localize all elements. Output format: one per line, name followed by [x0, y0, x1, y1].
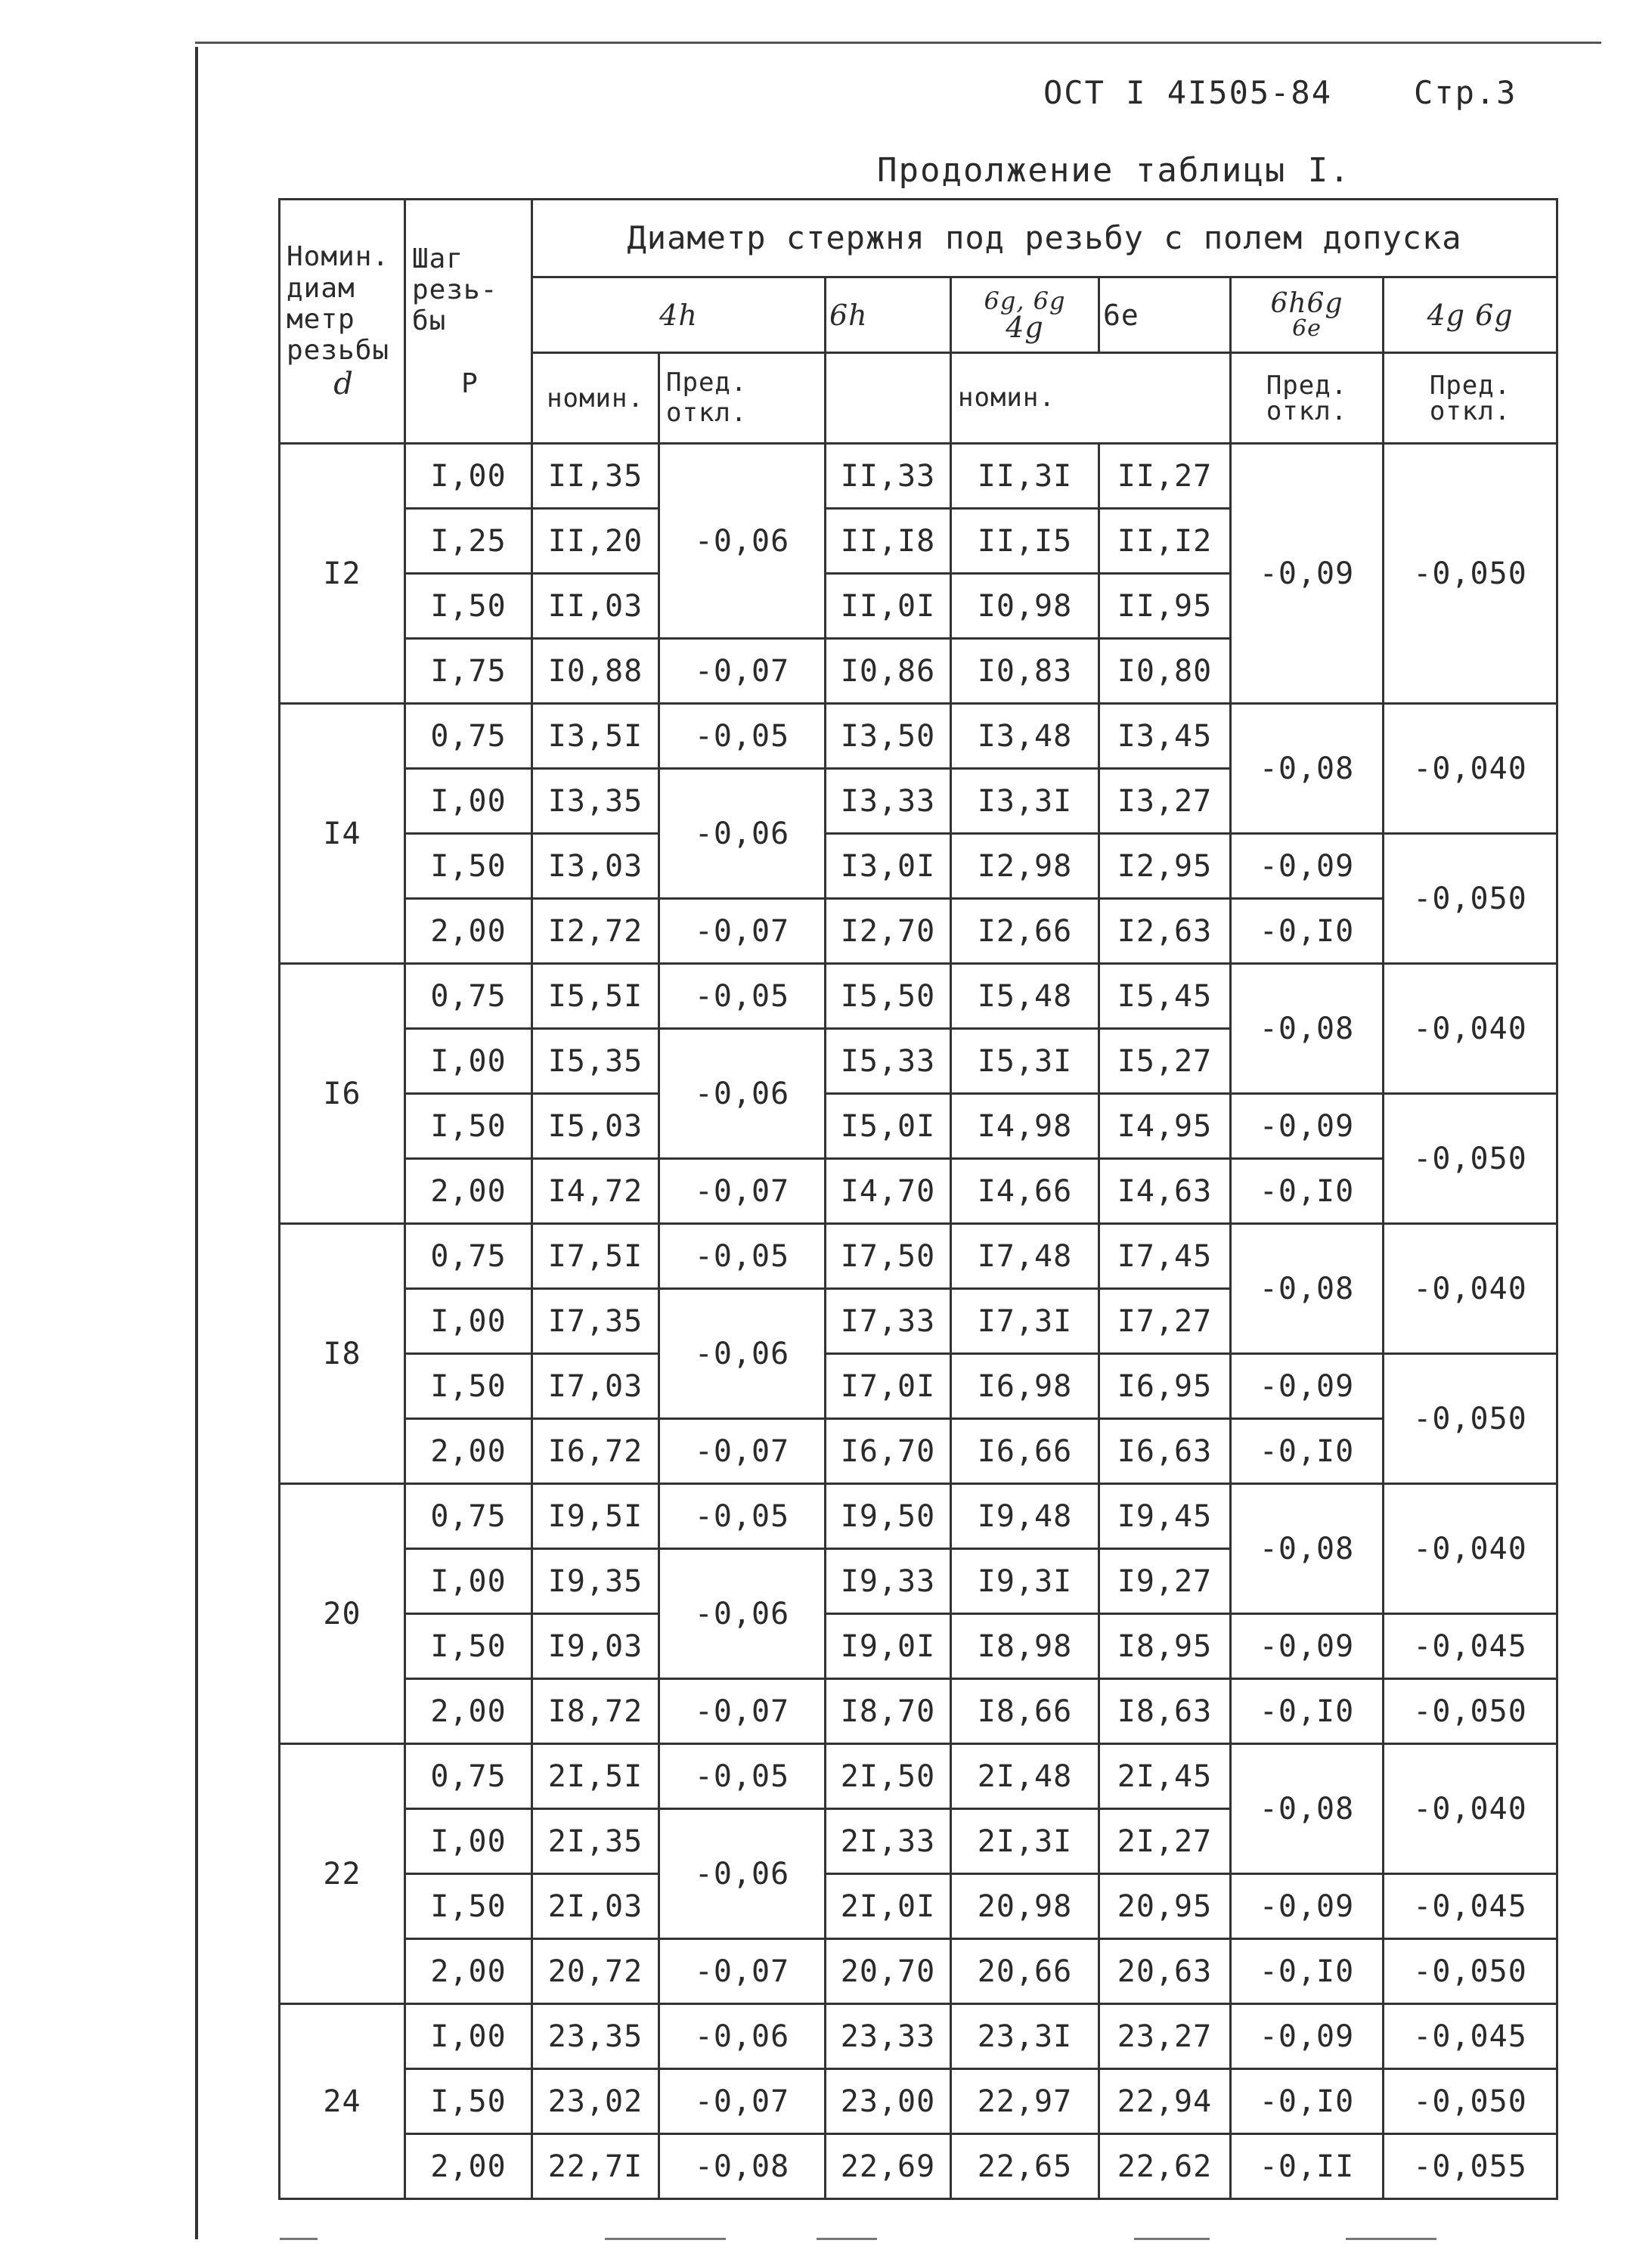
nominal-4g6g-cell: I4,66 [951, 1159, 1099, 1224]
thread-step-cell: I,50 [405, 834, 532, 899]
nominal-diameter-cell: I4 [280, 704, 405, 964]
nominal-6h-cell: 2I,50 [826, 1744, 951, 1809]
deviation-6h6g6e-cell: -0,08 [1231, 1224, 1384, 1354]
nominal-4h-cell: 20,72 [532, 1939, 659, 2004]
nominal-4h-cell: I7,5I [532, 1224, 659, 1289]
thread-step-cell: 2,00 [405, 2134, 532, 2199]
nominal-6e-cell: I3,45 [1099, 704, 1231, 769]
deviation-6h6g6e-cell: -0,I0 [1231, 1679, 1384, 1744]
nominal-6e-cell: 22,62 [1099, 2134, 1231, 2199]
table-row [280, 899, 1557, 964]
nominal-6h-cell: II,33 [826, 444, 951, 509]
nominal-6h-cell: I3,0I [826, 834, 951, 899]
table-row [280, 1224, 1557, 1289]
deviation-4h-cell: -0,05 [659, 964, 826, 1029]
nominal-4g6g-cell: 20,66 [951, 1939, 1099, 2004]
nominal-4g6g-cell: 22,65 [951, 2134, 1099, 2199]
nominal-diameter-cell: I2 [280, 444, 405, 704]
nominal-6h-cell: I9,33 [826, 1549, 951, 1614]
deviation-6h6g6e-cell: -0,09 [1231, 1094, 1384, 1159]
nominal-diameter-cell: I8 [280, 1224, 405, 1484]
nominal-diameter-cell: 24 [280, 2004, 405, 2199]
header-tol-4h: 4h [532, 277, 826, 353]
table-row [280, 1939, 1557, 2004]
nominal-4g6g-cell: I7,3I [951, 1289, 1099, 1354]
header-tol-4g6g-base: 4g [1006, 310, 1044, 344]
deviation-4g6g-cell: -0,050 [1384, 834, 1557, 964]
nominal-4h-cell: I7,35 [532, 1289, 659, 1354]
nominal-6h-cell: 20,70 [826, 1939, 951, 2004]
nominal-4g6g-cell: I7,48 [951, 1224, 1099, 1289]
thread-step-cell: 0,75 [405, 964, 532, 1029]
page-frame-top [195, 42, 1601, 44]
nominal-6h-cell: I2,70 [826, 899, 951, 964]
deviation-4h-cell: -0,07 [659, 639, 826, 704]
nominal-6h-cell: I5,33 [826, 1029, 951, 1094]
deviation-4h-cell: -0,06 [659, 2004, 826, 2069]
nominal-4h-cell: I0,88 [532, 639, 659, 704]
nominal-6e-cell: 22,94 [1099, 2069, 1231, 2134]
deviation-4g6g-cell: -0,040 [1384, 1484, 1557, 1614]
table-row [280, 1614, 1557, 1679]
nominal-6h-cell: 2I,33 [826, 1809, 951, 1874]
nominal-6h-cell: I4,70 [826, 1159, 951, 1224]
header-tol-4g6g-last: 4g 6g [1384, 277, 1557, 353]
deviation-6h6g6e-cell: -0,08 [1231, 704, 1384, 834]
nominal-4h-cell: II,35 [532, 444, 659, 509]
table-row [280, 1159, 1557, 1224]
nominal-4g6g-cell: I6,98 [951, 1354, 1099, 1419]
nominal-4h-cell: 2I,03 [532, 1874, 659, 1939]
deviation-4h-cell: -0,07 [659, 1419, 826, 1484]
thread-step-cell: I,00 [405, 1029, 532, 1094]
nominal-4h-cell: I8,72 [532, 1679, 659, 1744]
bottom-edge-marks [0, 2238, 1627, 2242]
header-nominal-others: номин. [951, 353, 1231, 444]
edge-mark [1134, 2238, 1210, 2240]
nominal-6e-cell: I2,63 [1099, 899, 1231, 964]
thread-step-cell: I,00 [405, 1809, 532, 1874]
table-row [280, 1484, 1557, 1549]
thread-step-cell: I,50 [405, 1614, 532, 1679]
nominal-diameter-cell: 20 [280, 1484, 405, 1744]
nominal-4g6g-cell: I5,3I [951, 1029, 1099, 1094]
table-row [280, 2004, 1557, 2069]
header-tol-6h6g6e-bottom: 6e [1292, 314, 1322, 342]
thread-step-cell: I,50 [405, 1354, 532, 1419]
deviation-6h6g6e-cell: -0,I0 [1231, 1419, 1384, 1484]
deviation-4g6g-cell: -0,050 [1384, 1939, 1557, 2004]
table-header [280, 200, 1557, 444]
nominal-4h-cell: I9,03 [532, 1614, 659, 1679]
nominal-6h-cell: I9,50 [826, 1484, 951, 1549]
nominal-6h-cell: I8,70 [826, 1679, 951, 1744]
nominal-6e-cell: I4,95 [1099, 1094, 1231, 1159]
deviation-4g6g-cell: -0,055 [1384, 2134, 1557, 2199]
header-step-symbol: P [461, 368, 479, 400]
nominal-6e-cell: I9,45 [1099, 1484, 1231, 1549]
nominal-6e-cell: I9,27 [1099, 1549, 1231, 1614]
nominal-4h-cell: I2,72 [532, 899, 659, 964]
nominal-6h-cell: I3,33 [826, 769, 951, 834]
nominal-6h-cell: I7,50 [826, 1224, 951, 1289]
nominal-6e-cell: I2,95 [1099, 834, 1231, 899]
nominal-6h-cell: 2I,0I [826, 1874, 951, 1939]
deviation-4g6g-cell: -0,040 [1384, 704, 1557, 834]
nominal-6h-cell: I5,0I [826, 1094, 951, 1159]
nominal-4h-cell: I5,5I [532, 964, 659, 1029]
header-dev-4h: Пред. откл. [659, 353, 826, 444]
deviation-6h6g6e-cell: -0,II [1231, 2134, 1384, 2199]
deviation-4h-cell: -0,05 [659, 1224, 826, 1289]
deviation-4g6g-cell: -0,045 [1384, 1614, 1557, 1679]
nominal-4g6g-cell: I0,83 [951, 639, 1099, 704]
table-row [280, 1874, 1557, 1939]
nominal-4h-cell: II,20 [532, 509, 659, 574]
thread-step-cell: I,75 [405, 639, 532, 704]
table-row [280, 1354, 1557, 1419]
nominal-6h-cell: 23,00 [826, 2069, 951, 2134]
nominal-6e-cell: I8,95 [1099, 1614, 1231, 1679]
nominal-6e-cell: II,27 [1099, 444, 1231, 509]
deviation-4h-cell: -0,07 [659, 1159, 826, 1224]
nominal-4h-cell: 2I,5I [532, 1744, 659, 1809]
header-tol-6h6g6e [1231, 277, 1384, 353]
deviation-6h6g6e-cell: -0,I0 [1231, 1159, 1384, 1224]
nominal-6h-cell: I6,70 [826, 1419, 951, 1484]
table-body [280, 444, 1557, 2199]
nominal-4h-cell: I6,72 [532, 1419, 659, 1484]
deviation-4h-cell: -0,08 [659, 2134, 826, 2199]
deviation-4h-cell: -0,06 [659, 1029, 826, 1159]
deviation-6h6g6e-cell: -0,08 [1231, 1744, 1384, 1874]
deviation-4h-cell: -0,07 [659, 2069, 826, 2134]
deviation-6h6g6e-cell: -0,09 [1231, 1614, 1384, 1679]
nominal-4g6g-cell: I9,48 [951, 1484, 1099, 1549]
deviation-6h6g6e-cell: -0,09 [1231, 1874, 1384, 1939]
nominal-4h-cell: II,03 [532, 574, 659, 639]
thread-step-cell: 2,00 [405, 1939, 532, 2004]
table-row [280, 1419, 1557, 1484]
nominal-6e-cell: I5,27 [1099, 1029, 1231, 1094]
table-row [280, 964, 1557, 1029]
nominal-6e-cell: II,95 [1099, 574, 1231, 639]
thread-step-cell: I,50 [405, 1094, 532, 1159]
nominal-4h-cell: 22,7I [532, 2134, 659, 2199]
nominal-6e-cell: 20,95 [1099, 1874, 1231, 1939]
deviation-6h6g6e-cell: -0,I0 [1231, 2069, 1384, 2134]
nominal-4h-cell: I3,35 [532, 769, 659, 834]
nominal-diameter-cell: I6 [280, 964, 405, 1224]
deviation-4h-cell: -0,06 [659, 1289, 826, 1419]
nominal-4h-cell: I9,5I [532, 1484, 659, 1549]
header-tol-6h6g6e-top: 6h6g [1270, 287, 1343, 319]
edge-mark [605, 2238, 726, 2240]
deviation-4h-cell: -0,07 [659, 899, 826, 964]
nominal-6h-cell: I7,0I [826, 1354, 951, 1419]
nominal-4g6g-cell: I8,66 [951, 1679, 1099, 1744]
deviation-4h-cell: -0,06 [659, 1549, 826, 1679]
header-blank-6h [826, 353, 951, 444]
table-row [280, 1679, 1557, 1744]
nominal-6h-cell: I9,0I [826, 1614, 951, 1679]
deviation-4g6g-cell: -0,040 [1384, 1224, 1557, 1354]
thread-step-cell: I,50 [405, 574, 532, 639]
nominal-6e-cell: 2I,27 [1099, 1809, 1231, 1874]
header-tol-6h: 6h [826, 277, 951, 353]
nominal-6e-cell: II,I2 [1099, 509, 1231, 574]
header-nominal-symbol: d [333, 366, 354, 401]
deviation-4h-cell: -0,05 [659, 1744, 826, 1809]
deviation-4g6g-cell: -0,050 [1384, 444, 1557, 704]
page-frame-left [195, 47, 198, 2239]
header-tol-6h6g6e-stack [1270, 287, 1343, 342]
nominal-6e-cell: 23,27 [1099, 2004, 1231, 2069]
nominal-6h-cell: I3,50 [826, 704, 951, 769]
nominal-6e-cell: I4,63 [1099, 1159, 1231, 1224]
deviation-4g6g-cell: -0,050 [1384, 1354, 1557, 1484]
header-tol-4g6g [951, 277, 1099, 353]
header-nominal-diameter [280, 200, 405, 444]
nominal-4g6g-cell: 23,3I [951, 2004, 1099, 2069]
nominal-6h-cell: I7,33 [826, 1289, 951, 1354]
nominal-6e-cell: I6,95 [1099, 1354, 1231, 1419]
thread-step-cell: 0,75 [405, 704, 532, 769]
table-row [280, 834, 1557, 899]
thread-step-cell: I,50 [405, 1874, 532, 1939]
nominal-4g6g-cell: I6,66 [951, 1419, 1099, 1484]
thread-step-cell: I,25 [405, 509, 532, 574]
nominal-4g6g-cell: II,I5 [951, 509, 1099, 574]
nominal-6h-cell: 23,33 [826, 2004, 951, 2069]
deviation-6h6g6e-cell: -0,09 [1231, 2004, 1384, 2069]
nominal-4g6g-cell: 20,98 [951, 1874, 1099, 1939]
thread-step-cell: I,00 [405, 1549, 532, 1614]
header-tol-6e: 6e [1099, 277, 1231, 353]
nominal-4h-cell: I5,03 [532, 1094, 659, 1159]
nominal-6e-cell: I3,27 [1099, 769, 1231, 834]
deviation-4g6g-cell: -0,040 [1384, 1744, 1557, 1874]
nominal-4g6g-cell: 2I,3I [951, 1809, 1099, 1874]
nominal-4h-cell: I4,72 [532, 1159, 659, 1224]
deviation-4h-cell: -0,05 [659, 1484, 826, 1549]
table-row [280, 2134, 1557, 2199]
nominal-6e-cell: I7,45 [1099, 1224, 1231, 1289]
nominal-6h-cell: I0,86 [826, 639, 951, 704]
nominal-4g6g-cell: I5,48 [951, 964, 1099, 1029]
nominal-6e-cell: 20,63 [1099, 1939, 1231, 2004]
nominal-4g6g-cell: I9,3I [951, 1549, 1099, 1614]
thread-step-cell: I,00 [405, 1289, 532, 1354]
deviation-4g6g-cell: -0,050 [1384, 1679, 1557, 1744]
nominal-4g6g-cell: 22,97 [951, 2069, 1099, 2134]
edge-mark [1346, 2238, 1436, 2240]
thread-step-cell: I,50 [405, 2069, 532, 2134]
nominal-6h-cell: II,0I [826, 574, 951, 639]
thread-step-cell: 0,75 [405, 1744, 532, 1809]
nominal-diameter-cell: 22 [280, 1744, 405, 2004]
deviation-6h6g6e-cell: -0,08 [1231, 964, 1384, 1094]
deviation-6h6g6e-cell: -0,09 [1231, 1354, 1384, 1419]
table-row [280, 1094, 1557, 1159]
nominal-4g6g-cell: I4,98 [951, 1094, 1099, 1159]
deviation-4h-cell: -0,06 [659, 444, 826, 639]
nominal-4h-cell: I3,5I [532, 704, 659, 769]
deviation-4g6g-cell: -0,050 [1384, 1094, 1557, 1224]
thread-step-cell: 2,00 [405, 899, 532, 964]
header-dev-b: Пред. откл. [1384, 353, 1557, 444]
deviation-6h6g6e-cell: -0,I0 [1231, 899, 1384, 964]
nominal-4g6g-cell: I8,98 [951, 1614, 1099, 1679]
thread-step-cell: 2,00 [405, 1159, 532, 1224]
nominal-6e-cell: I7,27 [1099, 1289, 1231, 1354]
deviation-4h-cell: -0,07 [659, 1939, 826, 2004]
edge-mark [280, 2238, 318, 2240]
edge-mark [817, 2238, 877, 2240]
nominal-4h-cell: 23,02 [532, 2069, 659, 2134]
thread-step-cell: 2,00 [405, 1679, 532, 1744]
deviation-4h-cell: -0,06 [659, 769, 826, 899]
nominal-6e-cell: I8,63 [1099, 1679, 1231, 1744]
nominal-4g6g-cell: I2,66 [951, 899, 1099, 964]
thread-step-cell: 0,75 [405, 1224, 532, 1289]
nominal-4h-cell: I3,03 [532, 834, 659, 899]
header-thread-step [405, 200, 532, 444]
deviation-6h6g6e-cell: -0,I0 [1231, 1939, 1384, 2004]
nominal-4h-cell: I7,03 [532, 1354, 659, 1419]
nominal-4h-cell: I5,35 [532, 1029, 659, 1094]
thread-step-cell: I,00 [405, 2004, 532, 2069]
nominal-4g6g-cell: I0,98 [951, 574, 1099, 639]
deviation-6h6g6e-cell: -0,08 [1231, 1484, 1384, 1614]
nominal-4g6g-cell: I3,3I [951, 769, 1099, 834]
page-number: Стр.3 [1414, 74, 1517, 111]
thread-step-cell: 0,75 [405, 1484, 532, 1549]
thread-diameter-table [278, 198, 1558, 2200]
table-row [280, 1744, 1557, 1809]
nominal-4h-cell: I9,35 [532, 1549, 659, 1614]
deviation-4g6g-cell: -0,040 [1384, 964, 1557, 1094]
nominal-4g6g-cell: I2,98 [951, 834, 1099, 899]
table-row [280, 704, 1557, 769]
deviation-4g6g-cell: -0,045 [1384, 2004, 1557, 2069]
deviation-4h-cell: -0,05 [659, 704, 826, 769]
nominal-4h-cell: 2I,35 [532, 1809, 659, 1874]
table-caption: Продолжение таблицы I. [877, 151, 1351, 190]
deviation-6h6g6e-cell: -0,09 [1231, 444, 1384, 704]
deviation-4h-cell: -0,06 [659, 1809, 826, 1939]
thread-step-cell: I,00 [405, 769, 532, 834]
deviation-6h6g6e-cell: -0,09 [1231, 834, 1384, 899]
header-tol-4g6g-stack [984, 286, 1066, 344]
deviation-4h-cell: -0,07 [659, 1679, 826, 1744]
header-nominal-label: Номин. диам метр резьбы [287, 241, 390, 367]
nominal-4g6g-cell: I3,48 [951, 704, 1099, 769]
header-nominal-4h: номин. [532, 353, 659, 444]
document-code: ОСТ I 4I505-84 [1043, 74, 1333, 111]
nominal-6h-cell: II,I8 [826, 509, 951, 574]
nominal-4h-cell: 23,35 [532, 2004, 659, 2069]
nominal-4g6g-cell: 2I,48 [951, 1744, 1099, 1809]
deviation-4g6g-cell: -0,050 [1384, 2069, 1557, 2134]
nominal-6e-cell: I0,80 [1099, 639, 1231, 704]
table-row [280, 2069, 1557, 2134]
nominal-6h-cell: 22,69 [826, 2134, 951, 2199]
nominal-4g6g-cell: II,3I [951, 444, 1099, 509]
header-tol-4g6g-sup: 6g, 6g [984, 286, 1066, 315]
thread-step-cell: I,00 [405, 444, 532, 509]
nominal-6h-cell: I5,50 [826, 964, 951, 1029]
table-row [280, 444, 1557, 509]
thread-step-cell: 2,00 [405, 1419, 532, 1484]
header-group-title: Диаметр стержня под резьбу с полем допуска [532, 200, 1557, 277]
header-step-label: Шаг резь- бы [412, 243, 498, 337]
nominal-6e-cell: I6,63 [1099, 1419, 1231, 1484]
nominal-6e-cell: 2I,45 [1099, 1744, 1231, 1809]
deviation-4g6g-cell: -0,045 [1384, 1874, 1557, 1939]
nominal-6e-cell: I5,45 [1099, 964, 1231, 1029]
header-dev-a: Пред. откл. [1231, 353, 1384, 444]
